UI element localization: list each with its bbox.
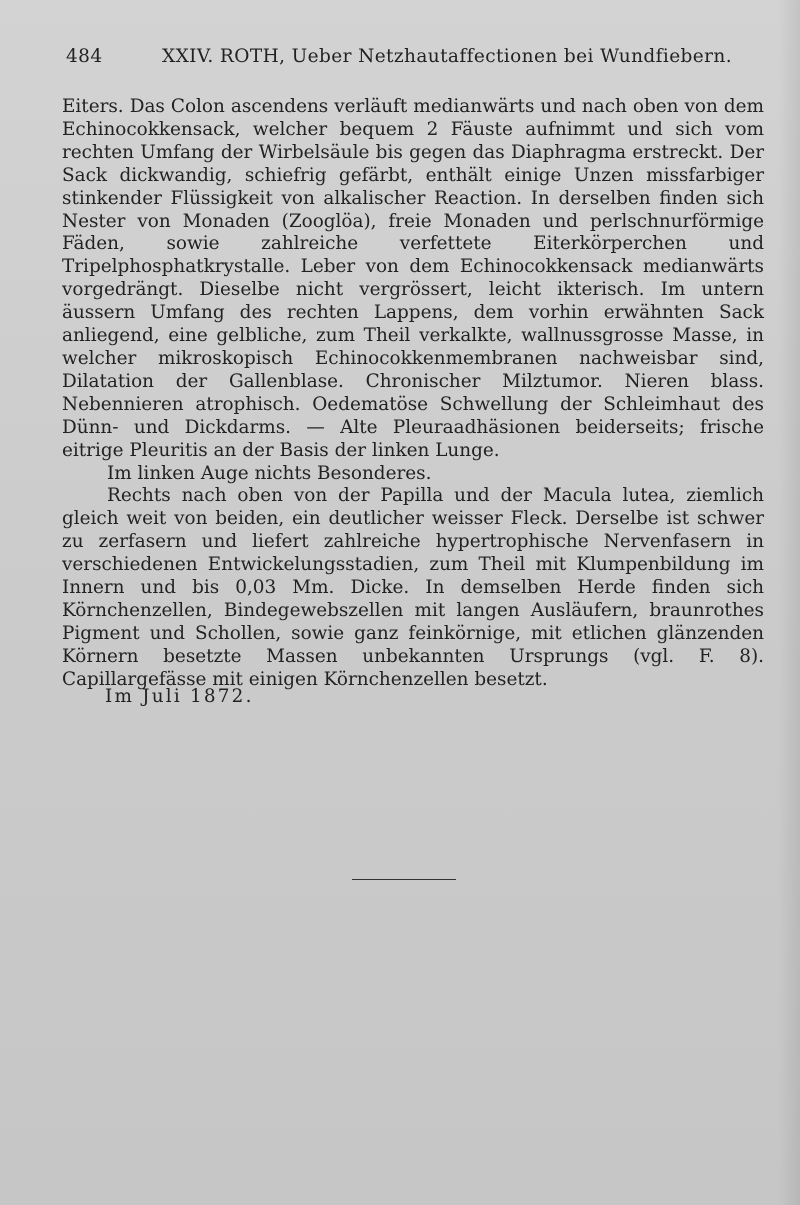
- paragraph-continuation: Eiters. Das Colon ascendens verläuft medianwärts und nach oben von dem Echinocokkensack, welcher bequem 2 Fäuste aufnimmt und sich vom rechten Umfang der Wirbelsäule bis gegen das Diaphragma erstreckt. Der Sack dickwandig, schiefrig gefärbt, enthält einige Unzen missfarbiger stinkender Flüssigkeit von alkalischer Reaction. In derselben finden sich Nester von Monaden (Zooglöa), freie Monaden und perlschnurförmige Fäden, sowie zahlreiche verfettete Eiterkörperchen und Tripelphosphatkrystalle. Leber von dem Echinocokkensack medianwärts vorgedrängt. Dieselbe nicht vergrössert, leicht ikterisch. Im untern äussern Umfang des rechten Lappens, dem vorhin erwähnten Sack anliegend, eine gelbliche, zum Theil verkalkte, wallnussgrosse Masse, in welcher mikroskopisch Echinocokkenmembranen nachweisbar sind, Dilatation der Gallenblase. Chronischer Milztumor. Nieren blass. Nebennieren atrophisch. Oedematöse Schwellung der Schleimhaut des Dünn- und Dickdarms. — Alte Pleuraadhäsionen beiderseits; frische eitrige Pleuritis an der Basis der linken Lunge.: [62, 96, 764, 461]
- page-number: 484: [66, 46, 103, 67]
- page-header: [66, 46, 732, 76]
- end-rule: [352, 879, 456, 880]
- paragraph-right-eye: Rechts nach oben von der Papilla und der Macula lutea, ziemlich gleich weit von beiden, ein deutlicher weisser Fleck. Derselbe ist schwer zu zerfasern und liefert zahlreiche hypertrophische Nervenfasern in verschiedenen Entwickelungsstadien, zum Theil mit Klumpenbildung im Innern und bis 0,03 Mm. Dicke. In demselben Herde finden sich Körnchenzellen, Bindegewebszellen mit langen Ausläufern, braunrothes Pigment und Schollen, sowie ganz feinkörnige, mit etlichen glänzenden Körnern besetzte Massen unbekannten Ursprungs (vgl. F. 8). Capillargefässe mit einigen Körnchenzellen besetzt.: [62, 485, 764, 690]
- page-edge-shadow: [778, 0, 800, 1205]
- body-text: [62, 96, 764, 692]
- paragraph-left-eye: Im linken Auge nichts Besonderes.: [107, 462, 432, 484]
- date-signature: Im Juli 1872.: [105, 686, 254, 707]
- running-head: XXIV. ROTH, Ueber Netzhautaffectionen bei Wundfiebern.: [162, 46, 732, 67]
